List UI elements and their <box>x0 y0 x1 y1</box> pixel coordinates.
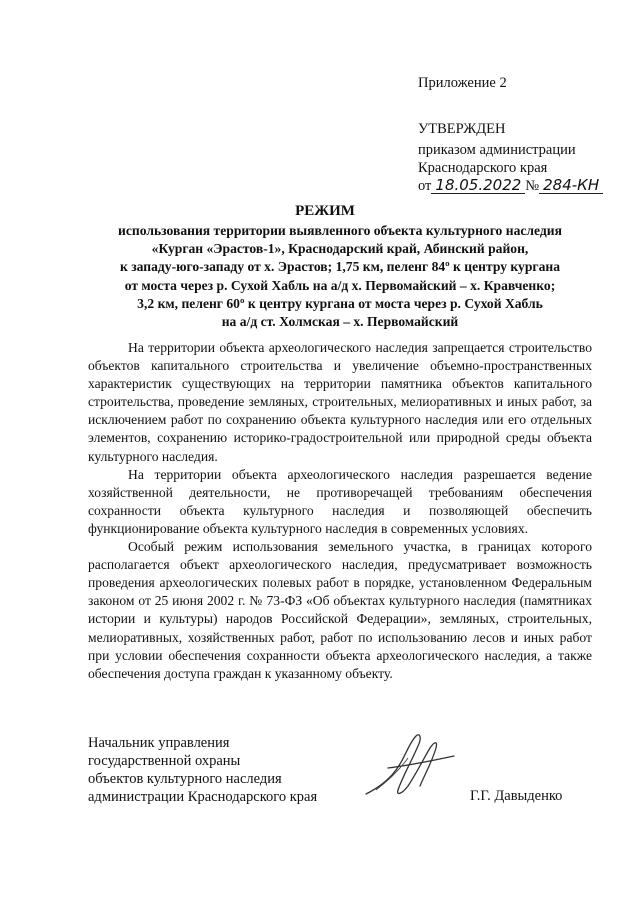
subtitle-line: использования территории выявленного объекта культурного наследия <box>118 223 562 238</box>
subtitle-line: от моста через р. Сухой Хабль на а/д х. Первомайский – х. Кравченко; <box>124 277 556 293</box>
appendix-label: Приложение 2 <box>418 75 507 91</box>
body-paragraph: Особый режим использования земельного участка, в границах которого располагается объект археологического наследия, предусматривает возможность проведения археологических полевых работ в порядке, установленном Федеральным законом от 25 июня 2002 г. № 73-ФЗ «Об объектах культурного наследия (памятниках истории и культуры) народов Российской Федерации», земляных, строительных, мелиоративных, хозяйственных работ, работ по использованию лесов и иных работ при условии обеспечения сохранности объекта археологического наследия, а также обеспечения доступа граждан к указанному объекту. <box>88 539 592 681</box>
approved-line-2: Краснодарского края <box>418 160 548 176</box>
subtitle-line: «Курган «Эрастов-1», Краснодарский край, Абинский район, <box>151 241 529 257</box>
position-line: государственной охраны <box>88 753 241 769</box>
subtitle-line: к западу-юго-западу от х. Эрастов; 1,75 км, пеленг 84º к центру кургана <box>119 259 561 275</box>
signatory-position <box>88 734 317 806</box>
body-paragraph: На территории объекта археологического наследия запрещается строительство объектов капитального строительства и увеличение объемно-пространственных характеристик существующих на территории памятника объектов капитального строительства, проведение земляных, строительных, мелиоративных и иных работ, за исключением работ по сохранению объекта культурного наследия или его отдельных элементов, сохранению историко-градостроительной или природной среды объекта культурного наследия. <box>88 340 592 464</box>
subtitle-line: на а/д ст. Холмская – х. Первомайский <box>221 314 459 330</box>
document-body <box>88 339 592 683</box>
approval-block <box>418 120 603 195</box>
body-paragraph: На территории объекта археологического наследия разрешается ведение хозяйственной деятельности, не противоречащей требованиям обеспечения сохранности объекта культурного наследия и позволяющей обеспечить функционирование объекта культурного наследия в современных условиях. <box>88 466 592 536</box>
position-line: объектов культурного наследия <box>88 771 282 787</box>
handwritten-number: 284-КН <box>539 177 603 194</box>
position-line: Начальник управления <box>88 735 230 751</box>
approved-title: УТВЕРЖДЕН <box>418 121 506 137</box>
document-title: РЕЖИМ <box>295 203 355 219</box>
approved-line-1: приказом администрации <box>418 142 576 158</box>
handwritten-signature <box>358 728 458 808</box>
position-line: администрации Краснодарского края <box>88 789 318 805</box>
subtitle-line: 3,2 км, пеленг 60º к центру кургана от моста через р. Сухой Хабль <box>137 295 543 311</box>
handwritten-date: 18.05.2022 <box>431 177 525 194</box>
document-subtitle <box>70 222 610 331</box>
number-prefix: № <box>525 178 540 194</box>
date-prefix: от <box>418 178 432 194</box>
approval-date-line <box>418 177 603 195</box>
signatory-name: Г.Г. Давыденко <box>470 788 563 804</box>
